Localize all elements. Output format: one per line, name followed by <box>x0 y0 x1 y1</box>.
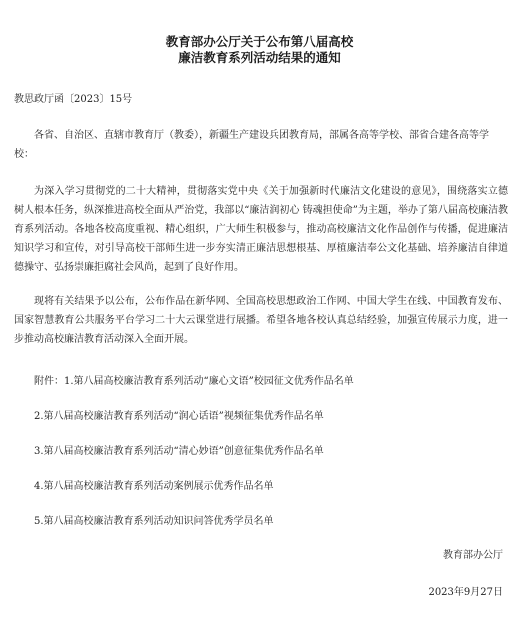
attachment-item: 2.第八届高校廉洁教育系列活动“润心话语”视频征集优秀作品名单 <box>34 411 324 422</box>
body-paragraph-1: 为深入学习贯彻党的二十大精神，贯彻落实党中央《关于加强新时代廉洁文化建设的意见》，围绕落实立德树人根本任务，纵深推进高校全面从严治党，我部以“廉洁润初心 铸魂担使命”为主题，举办了第八届高校廉洁教育系列活动。各地各校高度重视、精心组织，广大师生积极参与，推动高校廉洁文化作品创作与传播，促进廉洁知识学习和宣传，对引导高校干部师生进一步夯实清正廉洁思想根基、厚植廉洁奉公文化基础、培养廉洁自律道德操守、弘扬崇廉拒腐社会风尚，起到了良好作用。 <box>14 186 508 273</box>
attachment-item: 3.第八届高校廉洁教育系列活动“清心妙语”创意征集优秀作品名单 <box>34 446 324 457</box>
attachment-item: 4.第八届高校廉洁教育系列活动案例展示优秀作品名单 <box>34 481 274 492</box>
attachment-item: 5.第八届高校廉洁教育系列活动知识问答优秀学员名单 <box>34 516 274 527</box>
body-paragraph-2: 现将有关结果予以公布，公布作品在新华网、全国高校思想政治工作网、中国大学生在线、中国教育发布、国家智慧教育公共服务平台学习二十大云课堂进行展播。希望各地各校认真总结经验，加强宣传展示力度，进一步推动高校廉洁教育活动深入全面开展。 <box>14 296 508 345</box>
issue-date: 2023年9月27日 <box>428 587 503 598</box>
document-title-line2: 廉洁教育系列活动结果的通知 <box>178 50 341 65</box>
salutation: 各省、自治区、直辖市教育厅（教委），新疆生产建设兵团教育局，部属各高等学校、部省合建各高等学校： <box>14 130 489 160</box>
signature: 教育部办公厅 <box>443 550 503 561</box>
document-title-line1: 教育部办公厅关于公布第八届高校 <box>165 34 354 49</box>
document-number: 教思政厅函〔2023〕15号 <box>14 94 133 105</box>
attachment-item: 附件：1.第八届高校廉洁教育系列活动“廉心文语”校园征文优秀作品名单 <box>34 376 354 387</box>
